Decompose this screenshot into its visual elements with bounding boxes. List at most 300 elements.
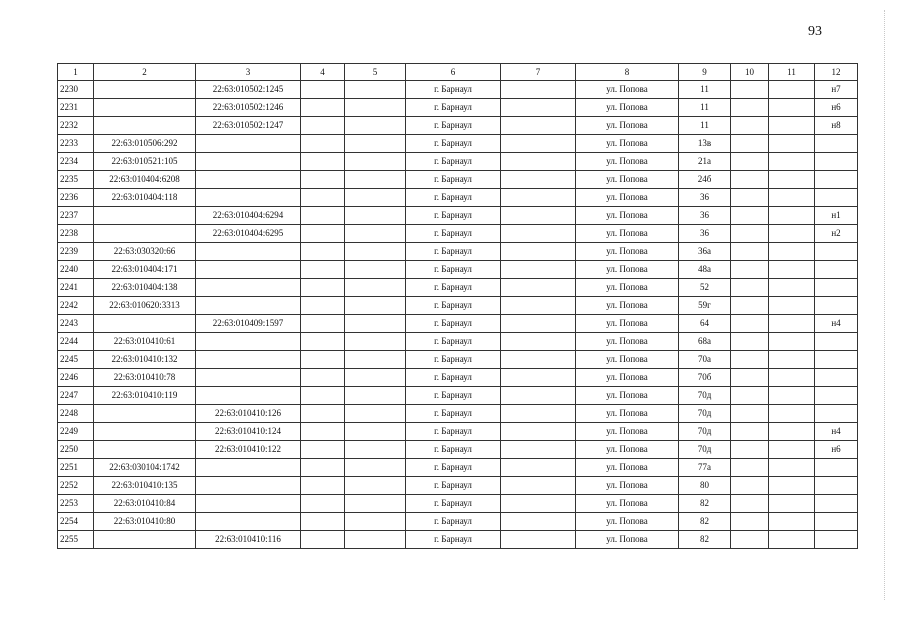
table-cell-col-1: 2244 — [58, 333, 94, 351]
column-header-11: 11 — [769, 64, 815, 81]
table-row — [58, 531, 858, 549]
table-cell-col-9: 13в — [679, 135, 731, 153]
table-cell-col-11 — [769, 207, 815, 225]
page-number: 93 — [808, 24, 822, 39]
table-row — [58, 81, 858, 99]
table-cell-col-5 — [345, 333, 406, 351]
table-cell-col-8: ул. Попова — [576, 405, 679, 423]
table-cell-col-7 — [501, 153, 576, 171]
table-cell-col-12 — [815, 477, 858, 495]
table-cell-col-6: г. Барнаул — [406, 495, 501, 513]
table-cell-col-4 — [301, 477, 345, 495]
table-cell-col-9: 52 — [679, 279, 731, 297]
table-cell-col-9: 21а — [679, 153, 731, 171]
table-row — [58, 369, 858, 387]
table-cell-col-4 — [301, 135, 345, 153]
table-cell-col-8: ул. Попова — [576, 495, 679, 513]
table-cell-col-10 — [731, 117, 769, 135]
table-cell-col-11 — [769, 99, 815, 117]
table-cell-col-3 — [196, 351, 301, 369]
table-cell-col-11 — [769, 117, 815, 135]
table-cell-col-3: 22:63:010502:1247 — [196, 117, 301, 135]
table-row — [58, 207, 858, 225]
table-row — [58, 423, 858, 441]
table-cell-col-4 — [301, 405, 345, 423]
table-cell-col-2: 22:63:010404:118 — [94, 189, 196, 207]
table-cell-col-2 — [94, 225, 196, 243]
table-cell-col-12 — [815, 495, 858, 513]
table-cell-col-7 — [501, 423, 576, 441]
table-cell-col-9: 64 — [679, 315, 731, 333]
table-cell-col-9: 70д — [679, 387, 731, 405]
table-row — [58, 117, 858, 135]
table-cell-col-11 — [769, 423, 815, 441]
table-cell-col-6: г. Барнаул — [406, 279, 501, 297]
table-cell-col-4 — [301, 261, 345, 279]
table-cell-col-1: 2239 — [58, 243, 94, 261]
table-cell-col-1: 2232 — [58, 117, 94, 135]
table-cell-col-1: 2236 — [58, 189, 94, 207]
table-cell-col-10 — [731, 297, 769, 315]
table-cell-col-8: ул. Попова — [576, 243, 679, 261]
table-cell-col-5 — [345, 369, 406, 387]
table-cell-col-12: н1 — [815, 207, 858, 225]
table-cell-col-4 — [301, 279, 345, 297]
table-cell-col-12 — [815, 297, 858, 315]
column-header-3: 3 — [196, 64, 301, 81]
table-cell-col-7 — [501, 261, 576, 279]
table-cell-col-10 — [731, 279, 769, 297]
table-cell-col-5 — [345, 531, 406, 549]
table-cell-col-12 — [815, 261, 858, 279]
table-cell-col-4 — [301, 513, 345, 531]
table-row — [58, 153, 858, 171]
table-cell-col-9: 59г — [679, 297, 731, 315]
table-cell-col-1: 2249 — [58, 423, 94, 441]
table-cell-col-6: г. Барнаул — [406, 297, 501, 315]
table-cell-col-8: ул. Попова — [576, 225, 679, 243]
table-cell-col-11 — [769, 225, 815, 243]
table-body — [58, 81, 858, 549]
table-cell-col-3 — [196, 189, 301, 207]
table-cell-col-4 — [301, 153, 345, 171]
table-cell-col-12 — [815, 531, 858, 549]
table-cell-col-1: 2230 — [58, 81, 94, 99]
table-cell-col-6: г. Барнаул — [406, 531, 501, 549]
table-cell-col-10 — [731, 225, 769, 243]
table-cell-col-4 — [301, 333, 345, 351]
table-cell-col-3: 22:63:010410:124 — [196, 423, 301, 441]
table-cell-col-5 — [345, 315, 406, 333]
table-cell-col-7 — [501, 495, 576, 513]
table-cell-col-10 — [731, 261, 769, 279]
table-cell-col-8: ул. Попова — [576, 315, 679, 333]
table-cell-col-4 — [301, 531, 345, 549]
table-cell-col-2: 22:63:010410:119 — [94, 387, 196, 405]
table-cell-col-2: 22:63:010410:61 — [94, 333, 196, 351]
table-cell-col-8: ул. Попова — [576, 423, 679, 441]
table-cell-col-6: г. Барнаул — [406, 135, 501, 153]
table-cell-col-9: 36а — [679, 243, 731, 261]
table-cell-col-7 — [501, 387, 576, 405]
table-cell-col-7 — [501, 207, 576, 225]
table-cell-col-8: ул. Попова — [576, 459, 679, 477]
table-cell-col-1: 2238 — [58, 225, 94, 243]
table-cell-col-4 — [301, 459, 345, 477]
table-cell-col-9: 70д — [679, 405, 731, 423]
table-row — [58, 225, 858, 243]
table-row — [58, 405, 858, 423]
table-cell-col-4 — [301, 81, 345, 99]
column-header-8: 8 — [576, 64, 679, 81]
table-cell-col-7 — [501, 297, 576, 315]
table-cell-col-2: 22:63:010410:78 — [94, 369, 196, 387]
table-cell-col-2 — [94, 315, 196, 333]
table-cell-col-8: ул. Попова — [576, 153, 679, 171]
table-cell-col-7 — [501, 189, 576, 207]
table-cell-col-8: ул. Попова — [576, 351, 679, 369]
table-cell-col-2 — [94, 207, 196, 225]
table-row — [58, 513, 858, 531]
table-cell-col-5 — [345, 261, 406, 279]
table-cell-col-2: 22:63:010410:132 — [94, 351, 196, 369]
table-cell-col-7 — [501, 117, 576, 135]
table-cell-col-1: 2255 — [58, 531, 94, 549]
table-cell-col-2: 22:63:010404:138 — [94, 279, 196, 297]
registry-table — [57, 63, 858, 549]
table-cell-col-5 — [345, 243, 406, 261]
table-cell-col-10 — [731, 243, 769, 261]
table-cell-col-3 — [196, 135, 301, 153]
table-cell-col-9: 24б — [679, 171, 731, 189]
table-cell-col-7 — [501, 477, 576, 495]
table-cell-col-5 — [345, 171, 406, 189]
table-cell-col-9: 68а — [679, 333, 731, 351]
table-cell-col-7 — [501, 333, 576, 351]
table-cell-col-4 — [301, 441, 345, 459]
table-cell-col-1: 2245 — [58, 351, 94, 369]
table-cell-col-8: ул. Попова — [576, 261, 679, 279]
table-cell-col-12 — [815, 513, 858, 531]
table-cell-col-9: 82 — [679, 513, 731, 531]
table-cell-col-4 — [301, 351, 345, 369]
table-cell-col-11 — [769, 333, 815, 351]
table-cell-col-2 — [94, 441, 196, 459]
table-cell-col-2: 22:63:010620:3313 — [94, 297, 196, 315]
table-cell-col-7 — [501, 405, 576, 423]
table-cell-col-12 — [815, 171, 858, 189]
table-cell-col-9: 70д — [679, 441, 731, 459]
table-cell-col-3 — [196, 153, 301, 171]
table-cell-col-1: 2240 — [58, 261, 94, 279]
table-cell-col-6: г. Барнаул — [406, 423, 501, 441]
table-cell-col-5 — [345, 351, 406, 369]
table-cell-col-12: н6 — [815, 441, 858, 459]
table-cell-col-6: г. Барнаул — [406, 405, 501, 423]
table-cell-col-5 — [345, 459, 406, 477]
table-cell-col-9: 80 — [679, 477, 731, 495]
table-cell-col-5 — [345, 495, 406, 513]
table-cell-col-4 — [301, 297, 345, 315]
table-cell-col-1: 2254 — [58, 513, 94, 531]
column-header-4: 4 — [301, 64, 345, 81]
table-cell-col-9: 77а — [679, 459, 731, 477]
table-cell-col-12 — [815, 405, 858, 423]
table-cell-col-8: ул. Попова — [576, 531, 679, 549]
table-cell-col-6: г. Барнаул — [406, 243, 501, 261]
table-row — [58, 477, 858, 495]
table-cell-col-5 — [345, 477, 406, 495]
table-cell-col-6: г. Барнаул — [406, 477, 501, 495]
table-cell-col-5 — [345, 297, 406, 315]
table-cell-col-11 — [769, 81, 815, 99]
table-cell-col-5 — [345, 423, 406, 441]
table-cell-col-1: 2231 — [58, 99, 94, 117]
table-cell-col-1: 2251 — [58, 459, 94, 477]
table-cell-col-5 — [345, 117, 406, 135]
table-cell-col-12 — [815, 369, 858, 387]
table-row — [58, 459, 858, 477]
table-cell-col-10 — [731, 171, 769, 189]
table-cell-col-8: ул. Попова — [576, 333, 679, 351]
table-cell-col-3: 22:63:010404:6294 — [196, 207, 301, 225]
table-cell-col-5 — [345, 441, 406, 459]
table-cell-col-6: г. Барнаул — [406, 189, 501, 207]
table-cell-col-7 — [501, 459, 576, 477]
table-cell-col-10 — [731, 423, 769, 441]
table-cell-col-4 — [301, 387, 345, 405]
table-cell-col-12 — [815, 135, 858, 153]
table-cell-col-8: ул. Попова — [576, 171, 679, 189]
table-cell-col-9: 36 — [679, 189, 731, 207]
table-cell-col-10 — [731, 189, 769, 207]
table-cell-col-6: г. Барнаул — [406, 513, 501, 531]
table-cell-col-2: 22:63:010521:105 — [94, 153, 196, 171]
table-row — [58, 189, 858, 207]
table-row — [58, 279, 858, 297]
table-cell-col-11 — [769, 135, 815, 153]
table-cell-col-6: г. Барнаул — [406, 99, 501, 117]
table-cell-col-10 — [731, 207, 769, 225]
column-header-10: 10 — [731, 64, 769, 81]
table-row — [58, 315, 858, 333]
table-cell-col-7 — [501, 513, 576, 531]
table-cell-col-3 — [196, 279, 301, 297]
column-header-2: 2 — [94, 64, 196, 81]
table-cell-col-2: 22:63:010410:135 — [94, 477, 196, 495]
table-cell-col-7 — [501, 441, 576, 459]
table-cell-col-1: 2248 — [58, 405, 94, 423]
table-cell-col-2: 22:63:010506:292 — [94, 135, 196, 153]
table-cell-col-10 — [731, 513, 769, 531]
table-cell-col-4 — [301, 225, 345, 243]
table-cell-col-8: ул. Попова — [576, 135, 679, 153]
table-cell-col-8: ул. Попова — [576, 387, 679, 405]
table-cell-col-6: г. Барнаул — [406, 261, 501, 279]
table-cell-col-5 — [345, 405, 406, 423]
table-cell-col-11 — [769, 513, 815, 531]
table-cell-col-11 — [769, 315, 815, 333]
table-cell-col-8: ул. Попова — [576, 477, 679, 495]
column-header-6: 6 — [406, 64, 501, 81]
table-cell-col-12 — [815, 153, 858, 171]
table-cell-col-8: ул. Попова — [576, 207, 679, 225]
table-cell-col-9: 36 — [679, 225, 731, 243]
table-cell-col-10 — [731, 99, 769, 117]
table-row — [58, 171, 858, 189]
table-cell-col-5 — [345, 279, 406, 297]
table-cell-col-9: 70б — [679, 369, 731, 387]
table-cell-col-7 — [501, 135, 576, 153]
table-cell-col-12 — [815, 459, 858, 477]
table-cell-col-10 — [731, 315, 769, 333]
table-cell-col-11 — [769, 495, 815, 513]
table-cell-col-6: г. Барнаул — [406, 207, 501, 225]
table-cell-col-12: н8 — [815, 117, 858, 135]
table-cell-col-1: 2235 — [58, 171, 94, 189]
table-cell-col-5 — [345, 135, 406, 153]
table-cell-col-3 — [196, 333, 301, 351]
table-cell-col-1: 2242 — [58, 297, 94, 315]
table-cell-col-8: ул. Попова — [576, 297, 679, 315]
table-cell-col-2 — [94, 99, 196, 117]
table-cell-col-9: 70д — [679, 423, 731, 441]
table-cell-col-12: н4 — [815, 423, 858, 441]
table-cell-col-6: г. Барнаул — [406, 171, 501, 189]
table-cell-col-8: ул. Попова — [576, 117, 679, 135]
table-cell-col-5 — [345, 513, 406, 531]
table-cell-col-8: ул. Попова — [576, 279, 679, 297]
table-cell-col-11 — [769, 261, 815, 279]
table-cell-col-12: н4 — [815, 315, 858, 333]
margin-marks — [884, 10, 891, 600]
table-cell-col-3 — [196, 369, 301, 387]
table-cell-col-2: 22:63:010404:6208 — [94, 171, 196, 189]
table-cell-col-6: г. Барнаул — [406, 351, 501, 369]
table-cell-col-10 — [731, 531, 769, 549]
table-cell-col-7 — [501, 315, 576, 333]
table-cell-col-2: 22:63:010410:84 — [94, 495, 196, 513]
table-cell-col-7 — [501, 99, 576, 117]
table-cell-col-3: 22:63:010409:1597 — [196, 315, 301, 333]
table-cell-col-2: 22:63:010404:171 — [94, 261, 196, 279]
table-cell-col-10 — [731, 153, 769, 171]
table-cell-col-11 — [769, 171, 815, 189]
table-cell-col-2 — [94, 423, 196, 441]
table-cell-col-10 — [731, 459, 769, 477]
table-cell-col-7 — [501, 171, 576, 189]
table-cell-col-9: 36 — [679, 207, 731, 225]
table-cell-col-3: 22:63:010410:116 — [196, 531, 301, 549]
table-cell-col-12 — [815, 279, 858, 297]
table-cell-col-7 — [501, 369, 576, 387]
table-cell-col-11 — [769, 279, 815, 297]
table-cell-col-4 — [301, 117, 345, 135]
table-row — [58, 351, 858, 369]
table-cell-col-3: 22:63:010410:122 — [196, 441, 301, 459]
table-cell-col-6: г. Барнаул — [406, 225, 501, 243]
table-cell-col-4 — [301, 369, 345, 387]
table-cell-col-8: ул. Попова — [576, 441, 679, 459]
table-cell-col-2 — [94, 405, 196, 423]
table-cell-col-10 — [731, 135, 769, 153]
table-cell-col-12 — [815, 387, 858, 405]
table-cell-col-4 — [301, 495, 345, 513]
table-row — [58, 135, 858, 153]
table-row — [58, 243, 858, 261]
table-header-row — [58, 64, 858, 81]
table-cell-col-10 — [731, 333, 769, 351]
table-cell-col-9: 70а — [679, 351, 731, 369]
table-cell-col-6: г. Барнаул — [406, 153, 501, 171]
table-cell-col-4 — [301, 99, 345, 117]
table-cell-col-4 — [301, 207, 345, 225]
table-cell-col-1: 2253 — [58, 495, 94, 513]
table-cell-col-1: 2234 — [58, 153, 94, 171]
table-cell-col-10 — [731, 351, 769, 369]
table-cell-col-3: 22:63:010502:1246 — [196, 99, 301, 117]
table-cell-col-3 — [196, 477, 301, 495]
table-cell-col-5 — [345, 153, 406, 171]
table-cell-col-11 — [769, 405, 815, 423]
column-header-1: 1 — [58, 64, 94, 81]
table-cell-col-7 — [501, 531, 576, 549]
table-cell-col-4 — [301, 189, 345, 207]
table-cell-col-11 — [769, 153, 815, 171]
table-cell-col-6: г. Барнаул — [406, 333, 501, 351]
table-cell-col-4 — [301, 315, 345, 333]
table-cell-col-3: 22:63:010404:6295 — [196, 225, 301, 243]
table-cell-col-6: г. Барнаул — [406, 315, 501, 333]
table-cell-col-3 — [196, 513, 301, 531]
table-row — [58, 387, 858, 405]
table-cell-col-5 — [345, 99, 406, 117]
table-cell-col-10 — [731, 369, 769, 387]
table-cell-col-4 — [301, 243, 345, 261]
table-cell-col-8: ул. Попова — [576, 513, 679, 531]
table-cell-col-6: г. Барнаул — [406, 81, 501, 99]
column-header-7: 7 — [501, 64, 576, 81]
table-cell-col-1: 2233 — [58, 135, 94, 153]
table-cell-col-9: 11 — [679, 117, 731, 135]
column-header-9: 9 — [679, 64, 731, 81]
table-cell-col-1: 2243 — [58, 315, 94, 333]
table-cell-col-6: г. Барнаул — [406, 369, 501, 387]
table-cell-col-11 — [769, 387, 815, 405]
table-cell-col-1: 2246 — [58, 369, 94, 387]
table-cell-col-11 — [769, 351, 815, 369]
table-cell-col-12 — [815, 243, 858, 261]
table-cell-col-5 — [345, 207, 406, 225]
table-cell-col-2: 22:63:030104:1742 — [94, 459, 196, 477]
table-cell-col-3 — [196, 297, 301, 315]
table-cell-col-10 — [731, 495, 769, 513]
column-header-5: 5 — [345, 64, 406, 81]
table-cell-col-11 — [769, 369, 815, 387]
table-row — [58, 297, 858, 315]
table-cell-col-2 — [94, 81, 196, 99]
table-cell-col-12: н6 — [815, 99, 858, 117]
table-cell-col-12 — [815, 351, 858, 369]
table-cell-col-7 — [501, 351, 576, 369]
table-cell-col-11 — [769, 189, 815, 207]
table-cell-col-8: ул. Попова — [576, 189, 679, 207]
table-cell-col-1: 2237 — [58, 207, 94, 225]
table-cell-col-12 — [815, 333, 858, 351]
table-cell-col-1: 2250 — [58, 441, 94, 459]
table-cell-col-5 — [345, 81, 406, 99]
table-cell-col-6: г. Барнаул — [406, 117, 501, 135]
